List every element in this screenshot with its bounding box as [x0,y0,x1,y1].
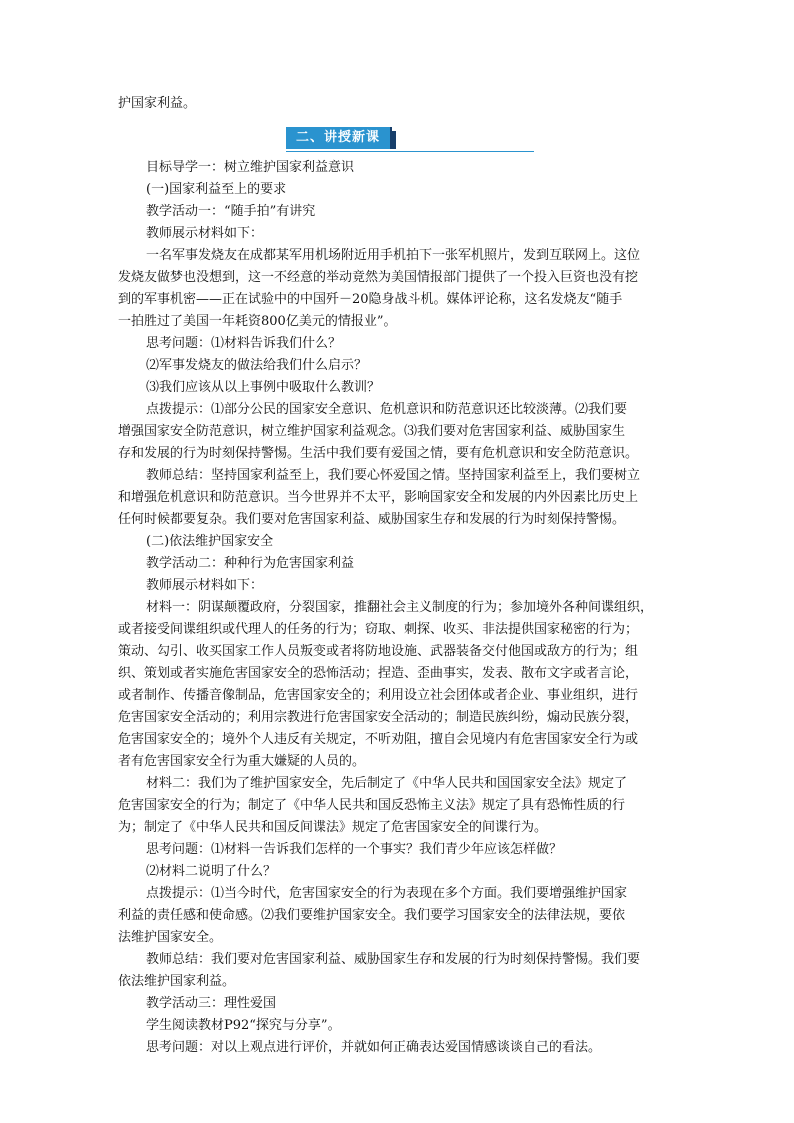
text-line: 策动、勾引、收买国家工作人员叛变或者将防地设施、武器装备交付他国或敌方的行为；组 [118,644,639,659]
text-line: 发烧友做梦也没想到，这一不经意的举动竟然为美国情报部门提供了一个投入巨资也没有挖 [118,270,639,285]
text-line: 和增强危机意识和防范意识。当今世界并不太平，影响国家安全和发展的内外因素比历史上 [118,490,639,505]
text-line: 或者制作、传播音像制品，危害国家安全的；利用设立社会团体或者企业、事业组织，进行 [118,688,639,703]
text-line: 危害国家安全的行为；制定了《中华人民共和国反恐怖主义法》规定了具有恐怖性质的行 [118,798,626,813]
text-line: 危害国家安全的；境外个人违反有关规定，不听劝阻，擅自会见境内有危害国家安全行为或 [118,732,639,747]
text-line: 存和发展的行为时刻保持警惕。生活中我们要有爱国之情，要有危机意识和安全防范意识。 [118,446,639,461]
paragraph-lines [118,157,678,1059]
text-line: 法维护国家安全。 [118,930,223,945]
section-banner-container [118,121,678,157]
text-line: 一名军事发烧友在成都某军用机场附近用手机拍下一张军机照片，发到互联网上。这位 [146,248,641,263]
section-banner: 二、讲授新课 [286,127,392,149]
text-line: 者有危害国家安全行为重大嫌疑的人员的。 [118,754,366,769]
text-line: 织、策划或者实施危害国家安全的恐怖活动；捏造、歪曲事实，发表、散布文字或者言论， [118,666,639,681]
section-banner-underline [286,151,534,152]
text-line: (二)依法维护国家安全 [146,534,274,549]
text-line: 教师总结：我们要对危害国家利益、威胁国家生存和发展的行为时刻保持警惕。我们要 [146,952,641,967]
text-line: ⑵材料二说明了什么？ [146,864,277,879]
section-banner-accent [392,131,396,149]
text-line: 学生阅读教材P92“探究与分享”。 [146,1018,341,1033]
text-line: 点拨提示：⑴当今时代，危害国家安全的行为表现在多个方面。我们要增强维护国家 [146,886,628,901]
text-line: 到的军事机密——正在试验中的中国歼－20隐身战斗机。媒体评论称，这名发烧友“随手 [118,292,623,307]
intro-tail-text: 护国家利益。 [118,96,197,111]
text-line: 材料二：我们为了维护国家安全，先后制定了《中华人民共和国国家安全法》规定了 [146,776,628,791]
text-line: 目标导学一：树立维护国家利益意识 [146,160,355,175]
text-line: 教师展示材料如下： [146,226,264,241]
text-line: 危害国家安全活动的；利用宗教进行危害国家安全活动的；制造民族纠纷，煽动民族分裂， [118,710,639,725]
text-line: 或者接受间谍组织或代理人的任务的行为；窃取、刺探、收买、非法提供国家秘密的行为； [118,622,639,637]
text-line: 教师展示材料如下： [146,578,264,593]
text-line: 点拨提示：⑴部分公民的国家安全意识、危机意识和防范意识还比较淡薄。⑵我们要 [146,402,628,417]
text-line: 依法维护国家利益。 [118,974,236,989]
text-line: 一拍胜过了美国一年耗资800亿美元的情报业”。 [118,314,397,329]
document-body [118,93,678,1059]
text-line: 增强国家安全防范意识，树立维护国家利益观念。⑶我们要对危害国家利益、威胁国家生 [118,424,626,439]
text-line: 材料一：阴谋颠覆政府，分裂国家，推翻社会主义制度的行为；参加境外各种间谍组织， [146,600,654,615]
text-line: ⑶我们应该从以上事例中吸取什么教训？ [146,380,381,395]
text-line: 利益的责任感和使命感。⑵我们要维护国家安全。我们要学习国家安全的法律法规，要依 [118,908,626,923]
text-line: 为；制定了《中华人民共和国反间谍法》规定了危害国家安全的间谍行为。 [118,820,548,835]
text-line: 教学活动三：理性爱国 [146,996,277,1011]
text-line: (一)国家利益至上的要求 [146,182,287,197]
text-line: 教学活动二：种种行为危害国家利益 [146,556,355,571]
text-line: 教学活动一：“随手拍”有讲究 [146,204,316,219]
text-line: 思考问题：⑴材料告诉我们什么？ [146,336,342,351]
text-line: 教师总结：坚持国家利益至上，我们要心怀爱国之情。坚持国家利益至上，我们要树立 [146,468,641,483]
text-line: ⑵军事发烧友的做法给我们什么启示？ [146,358,368,373]
text-line: 思考问题：⑴材料一告诉我们怎样的一个事实？我们青少年应该怎样做？ [146,842,563,857]
text-line: 思考问题：对以上观点进行评价，并就如何正确表达爱国情感谈谈自己的看法。 [146,1040,602,1055]
text-line: 任何时候都要复杂。我们要对危害国家利益、威胁国家生存和发展的行为时刻保持警惕。 [118,512,626,527]
